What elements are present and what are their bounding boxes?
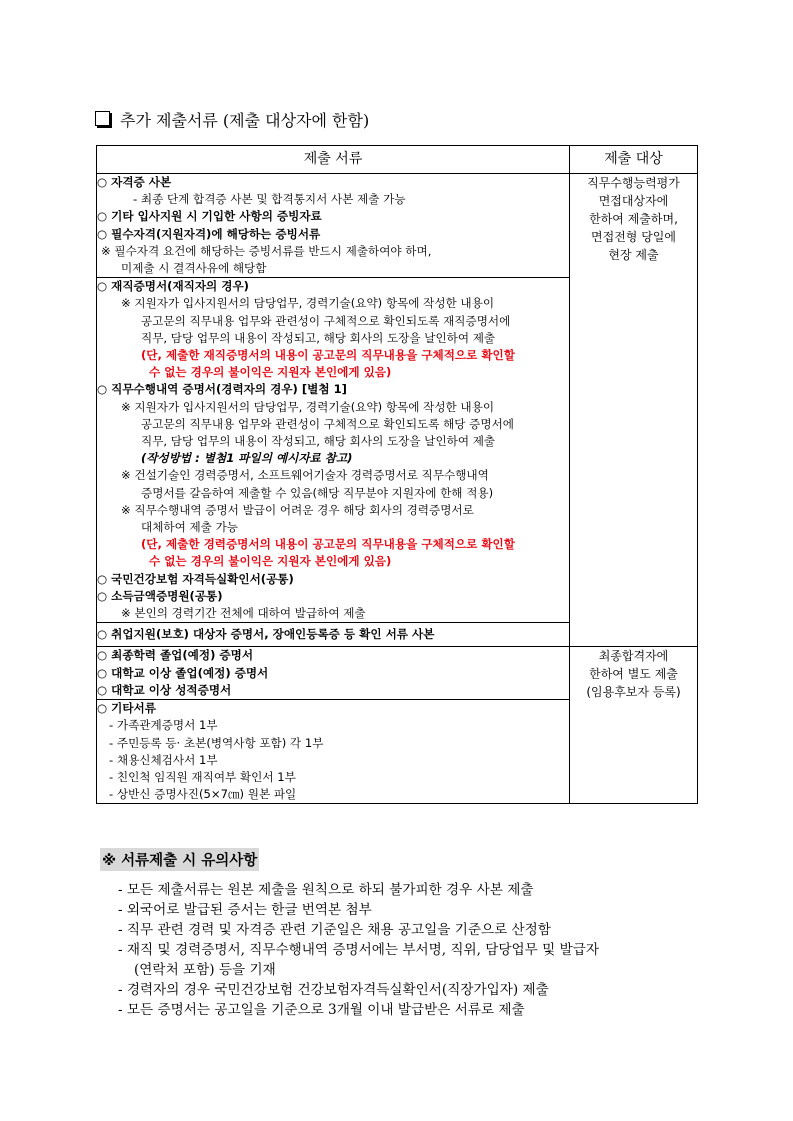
target-cell-final — [570, 647, 698, 804]
notice-item: - 직무 관련 경력 및 자격증 관련 기준일은 채용 공고일을 기준으로 산정함 — [118, 922, 551, 938]
target-cell-interview — [570, 174, 698, 647]
doc-warning: (단, 제출한 경력증명서의 내용이 공고문의 직무내용을 구체적으로 확인할 — [141, 537, 515, 552]
target-line: 면접전형 당일에 — [591, 230, 676, 244]
doc-note: - 최종 단계 합격증 사본 및 합격통지서 사본 제출 가능 — [133, 192, 406, 207]
documents-cell-qualifications — [97, 174, 570, 278]
doc-item: ○ 소득금액증명원(공통) — [97, 588, 223, 603]
table-row — [97, 647, 698, 700]
doc-note: ※ 본인의 경력기간 전체에 대하여 발급하여 제출 — [121, 606, 366, 621]
doc-item: ○ 기타 입사지원 시 기입한 사항의 증빙자료 — [97, 209, 322, 224]
documents-cell-other — [97, 700, 570, 804]
documents-cell-employment — [97, 278, 570, 623]
header-target: 제출 대상 — [570, 146, 698, 174]
notice-item-continued: (연락처 포함) 등을 기재 — [134, 962, 276, 978]
documents-cell-protection — [97, 623, 570, 647]
notice-item: - 재직 및 경력증명서, 직무수행내역 증명서에는 부서명, 직위, 담당업무 및 발급자 — [118, 942, 599, 958]
notice-list — [100, 880, 599, 1020]
doc-item: ○ 직무수행내역 증명서(경력자의 경우) [별첨 1] — [97, 382, 347, 397]
doc-note: ※ 건설기술인 경력증명서, 소프트웨어기술자 경력증명서로 직무수행내역 — [121, 468, 489, 483]
doc-item: ○ 취업지원(보호) 대상자 증명서, 장애인등록증 등 확인 서류 사본 — [97, 627, 435, 642]
documents-cell-education — [97, 647, 570, 700]
notice-item: - 모든 증명서는 공고일을 기준으로 3개월 이내 발급받은 서류로 제출 — [118, 1002, 525, 1018]
doc-note: 공고문의 직무내용 업무와 관련성이 구체적으로 확인되도록 재직증명서에 — [141, 313, 511, 328]
doc-item: ○ 대학교 이상 성적증명서 — [97, 682, 232, 697]
doc-item: ○ 대학교 이상 졸업(예정) 증명서 — [97, 665, 269, 680]
notice-item: - 경력자의 경우 국민건강보험 건강보험자격득실확인서(직장가입자) 제출 — [118, 982, 549, 998]
doc-note: 증명서를 갈음하여 제출할 수 있음(해당 직무분야 지원자에 한해 적용) — [141, 485, 494, 500]
doc-warning: (단, 제출한 재직증명서의 내용이 공고문의 직무내용을 구체적으로 확인할 — [141, 348, 515, 363]
doc-note-reference: (작성방법 : 별첨1 파일의 예시자료 참고) — [141, 451, 353, 466]
doc-subitem: - 채용신체검사서 1부 — [109, 752, 218, 767]
table-header-row — [97, 146, 698, 174]
doc-item: ○ 최종학력 졸업(예정) 증명서 — [97, 648, 254, 663]
checkbox-icon — [95, 111, 110, 126]
target-line: 면접대상자에 — [598, 194, 669, 208]
target-line: 한하여 제출하며, — [589, 212, 678, 226]
notice-section — [100, 848, 599, 1020]
doc-item: ○ 재직증명서(재직자의 경우) — [97, 279, 249, 294]
target-line: 현장 제출 — [608, 248, 659, 262]
doc-subitem: - 가족관계증명서 1부 — [109, 718, 218, 733]
target-line: 최종합격자에 — [598, 649, 669, 664]
doc-warning: 수 없는 경우의 불이익은 지원자 본인에게 있음) — [149, 365, 392, 380]
doc-note: ※ 필수자격 요건에 해당하는 증빙서류를 반드시 제출하여야 하며, — [101, 243, 432, 258]
header-documents: 제출 서류 — [97, 146, 570, 174]
doc-subitem: - 상반신 증명사진(5×7㎝) 원본 파일 — [109, 787, 297, 802]
doc-item: ○ 필수자격(지원자격)에 해당하는 증빙서류 — [97, 226, 321, 241]
notice-item: - 모든 제출서류는 원본 제출을 원칙으로 하되 불가피한 경우 사본 제출 — [118, 882, 534, 898]
section-heading — [95, 108, 369, 131]
doc-note: ※ 직무수행내역 증명서 발급이 어려운 경우 해당 회사의 경력증명서로 — [121, 502, 474, 517]
doc-subitem: - 주민등록 등· 초본(병역사항 포함) 각 1부 — [109, 735, 324, 750]
notice-item: - 외국어로 발급된 증서는 한글 번역본 첨부 — [118, 902, 372, 918]
doc-note: ※ 지원자가 입사지원서의 담당업무, 경력기술(요약) 항목에 작성한 내용이 — [121, 399, 495, 414]
target-line: 한하여 별도 제출 — [589, 667, 678, 682]
target-line: 직무수행능력평가 — [587, 176, 680, 190]
doc-item: ○ 국민건강보험 자격득실확인서(공통) — [97, 571, 294, 586]
doc-note: 공고문의 직무내용 업무와 관련성이 구체적으로 확인되도록 해당 증명서에 — [141, 416, 514, 431]
table-row — [97, 174, 698, 278]
doc-warning: 수 없는 경우의 불이익은 지원자 본인에게 있음) — [149, 554, 392, 569]
doc-item: ○ 기타서류 — [97, 701, 156, 716]
notice-title: ※ 서류제출 시 유의사항 — [100, 848, 259, 871]
heading-text: 추가 제출서류 (제출 대상자에 한함) — [120, 111, 370, 130]
doc-item: ○ 자격증 사본 — [97, 175, 172, 189]
doc-subitem: - 친인척 임직원 재직여부 확인서 1부 — [109, 769, 296, 784]
doc-note: ※ 지원자가 입사지원서의 담당업무, 경력기술(요약) 항목에 작성한 내용이 — [121, 296, 495, 311]
target-line: (임용후보자 등록) — [586, 685, 681, 700]
doc-note: 직무, 담당 업무의 내용이 작성되고, 해당 회사의 도장을 날인하여 제출 — [141, 330, 496, 345]
documents-table — [96, 145, 698, 804]
doc-note: 미제출 시 결격사유에 해당함 — [121, 261, 267, 276]
doc-note: 직무, 담당 업무의 내용이 작성되고, 해당 회사의 도장을 날인하여 제출 — [141, 434, 496, 449]
doc-note: 대체하여 제출 가능 — [141, 520, 238, 535]
